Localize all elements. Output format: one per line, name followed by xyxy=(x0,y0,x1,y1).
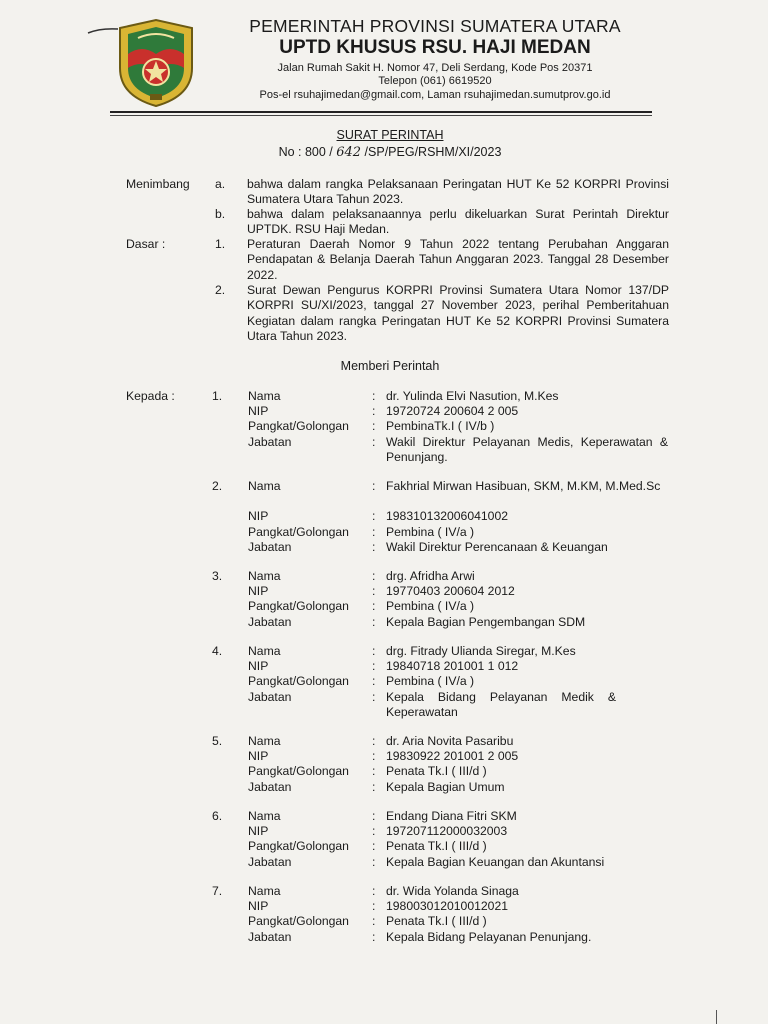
recipient-nip: 19830922 201001 2 005 xyxy=(386,749,519,764)
recipient-nip: 19770403 200604 2012 xyxy=(386,584,515,599)
letterhead-phone: Telepon (061) 6619520 xyxy=(378,75,492,87)
recipient-rank: Pembina ( IV/a ) xyxy=(386,599,475,614)
letterhead-institution: UPTD KHUSUS RSU. HAJI MEDAN xyxy=(279,37,591,58)
recipient-rank: PembinaTk.I ( IV/b ) xyxy=(386,419,495,434)
document-title: SURAT PERINTAH xyxy=(336,128,444,142)
recipient-nip: 197207112000032003 xyxy=(386,824,508,839)
recipient-number: 1. xyxy=(212,389,223,403)
page-edge-mark xyxy=(716,1010,717,1024)
recipient-rank: Pembina ( IV/a ) xyxy=(386,524,475,539)
recipient-position: Kepala Bagian Pengembangan SDM xyxy=(386,614,586,629)
menimbang-text-b: bahwa dalam pelaksanaannya perlu dikeluarkan Surat Perintah Direktur UPTDK. RSU Haji Medan. xyxy=(247,207,669,237)
memberi-perintah-heading: Memberi Perintah xyxy=(340,359,440,373)
recipient-name: dr. Wida Yolanda Sinaga xyxy=(386,884,519,898)
menimbang-marker-b: b. xyxy=(215,207,226,221)
recipient-name: drg. Afridha Arwi xyxy=(386,569,475,583)
recipient-nip: 198003012010012021 xyxy=(386,899,509,914)
recipient-number: 3. xyxy=(212,569,223,583)
recipient-rank: Penata Tk.I ( III/d ) xyxy=(386,914,487,929)
provincial-emblem-logo xyxy=(112,14,200,110)
recipient-rank: Pembina ( IV/a ) xyxy=(386,674,475,689)
recipient-position: Kepala Bidang Pelayanan Medik & Keperawatan xyxy=(386,689,616,719)
menimbang-label: Menimbang xyxy=(126,177,190,191)
recipient-number: 7. xyxy=(212,884,223,898)
recipient-number: 2. xyxy=(212,479,223,493)
recipient-position: Wakil Direktur Pelayanan Medis, Keperawatan & Penunjang. xyxy=(386,434,668,464)
letterhead-email-web: Pos-el rsuhajimedan@gmail.com, Laman rsuhajimedan.sumutprov.go.id xyxy=(259,89,611,101)
document-number: No : 800 / 642 /SP/PEG/RSHM/XI/2023 xyxy=(278,145,502,160)
recipient-number: 5. xyxy=(212,734,223,748)
recipient-3: 3. Nama : drg. Afridha Arwi NIP : 19770403 200604 2012 Pangkat/Golongan : Pembina ( IV/a ) Jabatan : Kepala Bagian Pengembangan SDM xyxy=(0,569,768,630)
recipient-5: 5. Nama : dr. Aria Novita Pasaribu NIP : 19830922 201001 2 005 Pangkat/Golongan : Penata Tk.I ( III/d ) Jabatan : Kepala Bagian Umum xyxy=(0,734,768,795)
recipient-position: Kepala Bidang Pelayanan Penunjang. xyxy=(386,929,592,944)
menimbang-marker-a: a. xyxy=(215,177,226,191)
letterhead-address: Jalan Rumah Sakit H. Nomor 47, Deli Serdang, Kode Pos 20371 xyxy=(277,62,593,74)
recipient-number: 6. xyxy=(212,809,223,823)
emblem-icon xyxy=(112,14,200,110)
recipient-name: Endang Diana Fitri SKM xyxy=(386,809,517,823)
recipient-number: 4. xyxy=(212,644,223,658)
recipient-7: 7. Nama : dr. Wida Yolanda Sinaga NIP : 198003012010012021 Pangkat/Golongan : Penata Tk.I ( III/d ) Jabatan : Kepala Bidang Pelayanan Penunjang. xyxy=(0,884,768,945)
menimbang-text-a: bahwa dalam rangka Pelaksanaan Peringatan HUT Ke 52 KORPRI Provinsi Sumatera Utara Tahun 2023. xyxy=(247,177,669,207)
recipient-1: 1. Nama : dr. Yulinda Elvi Nasution, M.Kes NIP : 19720724 200604 2 005 Pangkat/Golongan : PembinaTk.I ( IV/b ) Jabatan : Wakil Direktur Pelayanan Medis, Keperawatan & Penunjang. xyxy=(212,389,668,464)
letterhead-divider-thin xyxy=(110,115,652,116)
recipient-6: 6. Nama : Endang Diana Fitri SKM NIP : 197207112000032003 Pangkat/Golongan : Penata Tk.I ( III/d ) Jabatan : Kepala Bagian Keuangan dan Akuntansi xyxy=(0,809,768,870)
handwritten-number: 642 xyxy=(336,145,362,160)
dasar-text-2: Surat Dewan Pengurus KORPRI Provinsi Sumatera Utara Nomor 137/DP KORPRI SU/XI/2023, tanggal 27 November 2023, perihal Pemberitahuan Kegiatan dalam rangka Peringatan HUT Ke 52 KORPRI Provinsi Sumatera Utara Tahun 2023. xyxy=(247,283,669,343)
pen-stroke-mark xyxy=(86,26,120,36)
letterhead-government: PEMERINTAH PROVINSI SUMATERA UTARA xyxy=(249,16,621,36)
recipient-nip: 19720724 200604 2 005 xyxy=(386,404,519,419)
recipient-nip: 19840718 201001 1 012 xyxy=(386,659,519,674)
dasar-label: Dasar : xyxy=(126,237,166,251)
dasar-marker-2: 2. xyxy=(215,283,226,297)
recipient-position: Wakil Direktur Perencanaan & Keuangan xyxy=(386,539,608,554)
recipient-name: drg. Fitrady Ulianda Siregar, M.Kes xyxy=(386,644,576,658)
dasar-marker-1: 1. xyxy=(215,237,226,251)
recipient-position: Kepala Bagian Keuangan dan Akuntansi xyxy=(386,854,605,869)
recipient-position: Kepala Bagian Umum xyxy=(386,779,505,794)
recipient-rank: Penata Tk.I ( III/d ) xyxy=(386,839,487,854)
recipient-nip: 198310132006041002 xyxy=(386,509,509,524)
recipient-rank: Penata Tk.I ( III/d ) xyxy=(386,764,487,779)
recipient-name: Fakhrial Mirwan Hasibuan, SKM, M.KM, M.Med.Sc xyxy=(386,479,661,493)
recipient-2: 2. Nama : Fakhrial Mirwan Hasibuan, SKM, M.KM, M.Med.Sc NIP : 198310132006041002 Pangkat/Golongan : Pembina ( IV/a ) Jabatan : Wakil Direktur Perencanaan & Keuangan xyxy=(0,479,768,555)
recipient-name: dr. Yulinda Elvi Nasution, M.Kes xyxy=(386,389,559,403)
kepada-label: Kepada : xyxy=(126,389,175,403)
recipient-name: dr. Aria Novita Pasaribu xyxy=(386,734,514,748)
recipient-4: 4. Nama : drg. Fitrady Ulianda Siregar, M.Kes NIP : 19840718 201001 1 012 Pangkat/Golongan : Pembina ( IV/a ) Jabatan : Kepala Bidang Pelayanan Medik & Keperawatan xyxy=(0,644,768,705)
letterhead-divider-thick xyxy=(110,111,652,113)
dasar-text-1: Peraturan Daerah Nomor 9 Tahun 2022 tentang Perubahan Anggaran Pendapatan & Belanja Daerah Tahun Anggaran 2023. Tanggal 28 Desember 2022. xyxy=(247,237,669,282)
